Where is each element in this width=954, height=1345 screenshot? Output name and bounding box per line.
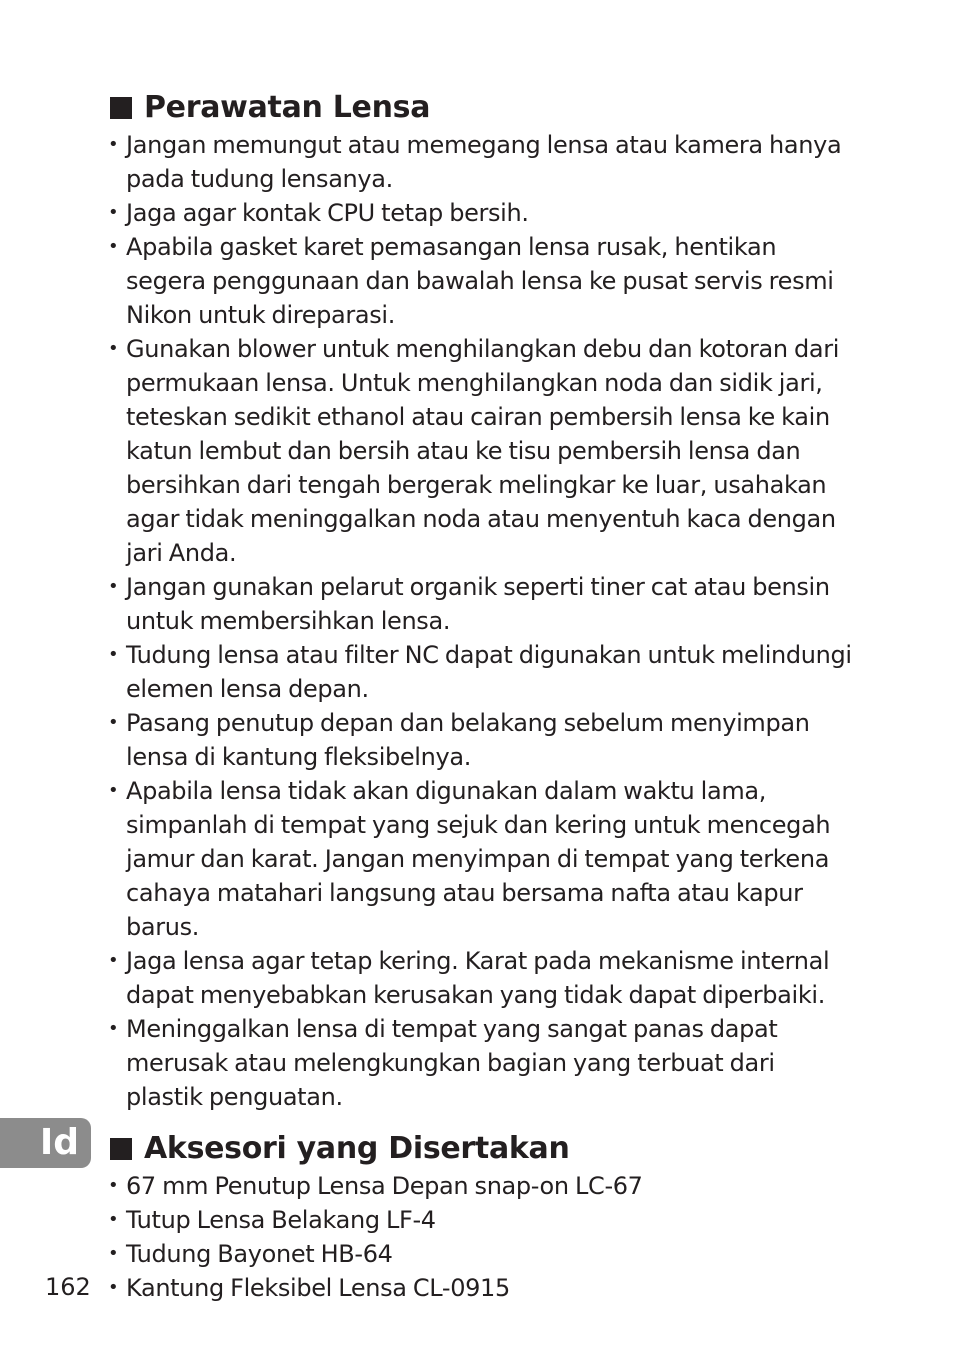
list-item: • Apabila lensa tidak akan digunakan dalam waktu lama, simpanlah di tempat yang sejuk dan kering untuk mencegah jamur dan karat. Jangan menyimpan di tempat yang terkena cahaya matahari langsung atau bersama nafta atau kapur barus. — [126, 774, 856, 944]
list-item: • Jaga lensa agar tetap kering. Karat pada mekanisme internal dapat menyebabkan kerusakan yang tidak dapat diperbaiki. — [126, 944, 856, 1012]
accessories-list — [126, 1169, 856, 1305]
list-item: • Kantung Fleksibel Lensa CL-0915 — [126, 1271, 856, 1305]
list-item: • Apabila gasket karet pemasangan lensa rusak, hentikan segera penggunaan dan bawalah lensa ke pusat servis resmi Nikon untuk direparasi. — [126, 230, 856, 332]
page-number: 162 — [45, 1273, 91, 1301]
accessories-title: Aksesori yang Disertakan — [144, 1131, 570, 1166]
section-square-icon — [110, 1138, 132, 1160]
list-item: • Tudung lensa atau filter NC dapat digunakan untuk melindungi elemen lensa depan. — [126, 638, 856, 706]
lens-care-title: Perawatan Lensa — [144, 90, 431, 125]
list-item: • Gunakan blower untuk menghilangkan debu dan kotoran dari permukaan lensa. Untuk menghilangkan noda dan sidik jari, teteskan sedikit ethanol atau cairan pembersih lensa ke kain katun lembut dan bersih atau ke tisu pembersih lensa dan bersihkan dari tengah bergerak melingkar ke luar, usahakan agar tidak meninggalkan noda atau menyentuh kaca dengan jari Anda. — [126, 332, 856, 570]
list-item: • Meninggalkan lensa di tempat yang sangat panas dapat merusak atau melengkungkan bagian yang terbuat dari plastik penguatan. — [126, 1012, 856, 1114]
section-square-icon — [110, 97, 132, 119]
list-item: • Jangan gunakan pelarut organik seperti tiner cat atau bensin untuk membersihkan lensa. — [126, 570, 856, 638]
list-item: • Pasang penutup depan dan belakang sebelum menyimpan lensa di kantung fleksibelnya. — [126, 706, 856, 774]
language-tab: Id — [0, 1118, 91, 1168]
list-item: • Jaga agar kontak CPU tetap bersih. — [126, 196, 856, 230]
lens-care-list — [126, 128, 856, 1114]
list-item: • Tudung Bayonet HB-64 — [126, 1237, 856, 1271]
list-item: • Tutup Lensa Belakang LF-4 — [126, 1203, 856, 1237]
list-item: • Jangan memungut atau memegang lensa atau kamera hanya pada tudung lensanya. — [126, 128, 856, 196]
lens-care-heading — [110, 90, 430, 126]
accessories-heading — [110, 1131, 570, 1167]
list-item: • 67 mm Penutup Lensa Depan snap-on LC-67 — [126, 1169, 856, 1203]
